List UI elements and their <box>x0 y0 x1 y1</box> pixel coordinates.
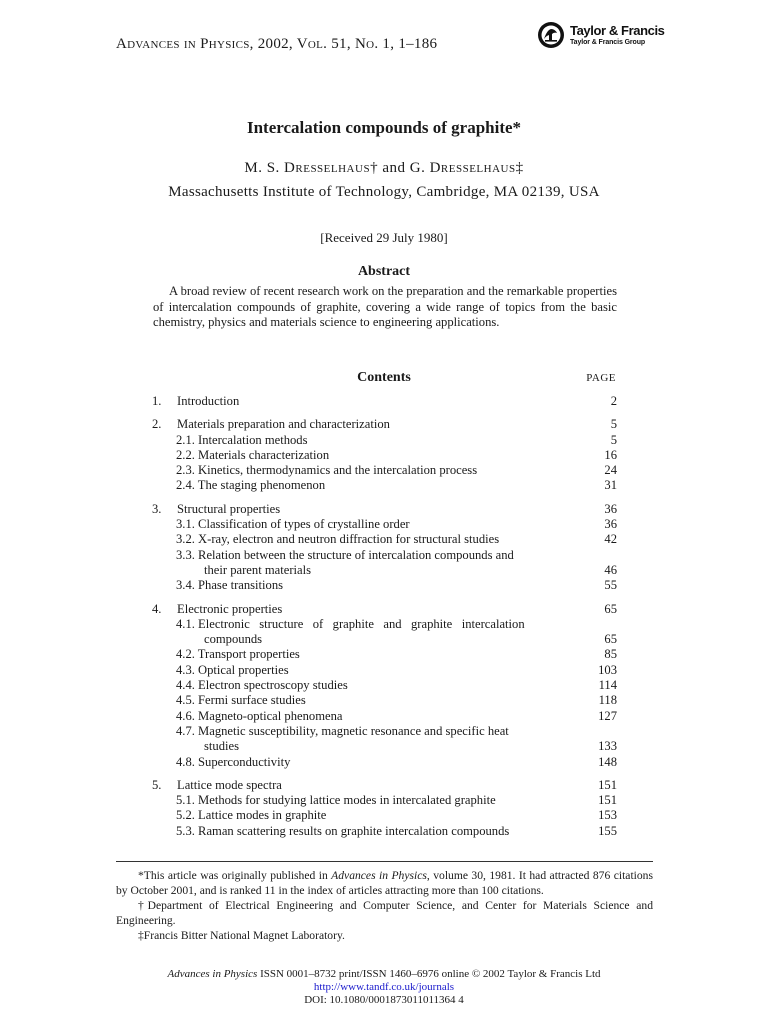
toc-entry-label: 4.7. Magnetic susceptibility, magnetic resonance and specific heat <box>176 723 509 738</box>
toc-entry-page: 127 <box>598 708 617 723</box>
toc-section <box>152 502 617 594</box>
toc-entry <box>152 793 617 808</box>
toc-entry-label: 3.2. X-ray, electron and neutron diffraction for structural studies <box>176 532 500 547</box>
table-of-contents <box>152 394 617 847</box>
footnote-star: *This article was originally published in Advances in Physics, volume 30, 1981. It had attracted 876 citations by October 2001, and is ranked 11 in the index of articles attracting more than 100 citations. <box>116 869 653 897</box>
affiliation: Massachusetts Institute of Technology, Cambridge, MA 02139, USA <box>168 184 600 200</box>
toc-entry <box>152 778 617 793</box>
toc-entry <box>152 663 617 678</box>
toc-entry-page: 2 <box>610 394 617 408</box>
toc-entry-page: 31 <box>604 478 617 493</box>
toc-entry <box>152 693 617 708</box>
toc-entry <box>152 517 617 532</box>
publisher-group: Taylor & Francis Group <box>570 39 646 46</box>
toc-entry <box>152 755 617 770</box>
toc-entry-label: 3.3. Relation between the structure of intercalation compounds and <box>176 547 514 562</box>
toc-entry-label: 2.1. Intercalation methods <box>176 432 308 447</box>
toc-entry-page: 36 <box>604 501 617 516</box>
toc-section <box>152 778 617 839</box>
toc-entry-label: 4.2. Transport properties <box>176 647 300 662</box>
toc-entry <box>152 678 617 693</box>
author-conjunction: and <box>382 160 406 176</box>
toc-entry-label: Introduction <box>177 394 240 408</box>
toc-entry <box>152 478 617 493</box>
toc-entry <box>152 632 617 647</box>
toc-entry-page: 133 <box>598 739 617 754</box>
toc-entry <box>152 548 617 563</box>
toc-entry <box>152 808 617 823</box>
toc-entry-label: 4.3. Optical properties <box>176 662 289 677</box>
journal-running-head: Advances in Physics, 2002, Vol. 51, No. 1, 1–186 <box>116 36 438 52</box>
toc-entry <box>152 647 617 662</box>
toc-entry-label: Structural properties <box>177 501 281 516</box>
toc-entry-page: 55 <box>604 578 617 593</box>
toc-entry-label: their parent materials <box>204 562 311 577</box>
toc-entry <box>152 824 617 839</box>
toc-entry <box>152 709 617 724</box>
abstract-text: A broad review of recent research work on the preparation and the remarkable properties of intercalation compounds of graphite, covering a wide range of topics from the basic chemistry, physics and materials science to engineering applications. <box>153 284 617 329</box>
toc-entry-label: Lattice mode spectra <box>177 777 282 792</box>
toc-entry-number: 1. <box>152 394 162 408</box>
footnote-double-dagger: ‡Francis Bitter National Magnet Laboratory. <box>138 929 345 942</box>
toc-entry-page: 46 <box>604 562 617 577</box>
received-date: [Received 29 July 1980] <box>320 230 448 245</box>
toc-entry <box>152 578 617 593</box>
toc-entry <box>152 617 617 632</box>
author-line <box>0 160 768 177</box>
toc-entry-page: 153 <box>598 808 617 823</box>
toc-entry-page: 42 <box>604 532 617 547</box>
toc-entry-label: 4.5. Fermi surface studies <box>176 693 306 708</box>
toc-entry-label: 5.1. Methods for studying lattice modes in intercalated graphite <box>176 793 496 808</box>
toc-entry-page: 85 <box>604 647 617 662</box>
toc-entry-label: 4.6. Magneto-optical phenomena <box>176 708 343 723</box>
footnotes <box>116 868 653 943</box>
toc-entry-label: Materials preparation and characterization <box>177 417 390 432</box>
contents-heading: Contents <box>357 370 411 385</box>
toc-section <box>152 602 617 770</box>
toc-entry <box>152 394 617 409</box>
toc-entry-page: 65 <box>604 601 617 616</box>
imprint-issn-line: Advances in Physics ISSN 0001–8732 print/ISSN 1460–6976 online © 2002 Taylor & Francis Ltd <box>167 968 601 980</box>
toc-entry <box>152 417 617 432</box>
toc-entry-number: 5. <box>152 777 162 792</box>
toc-entry-label: 2.4. The staging phenomenon <box>176 478 326 493</box>
toc-entry-page: 155 <box>598 823 617 838</box>
toc-entry-page: 148 <box>598 754 617 769</box>
toc-section <box>152 417 617 493</box>
toc-entry-label: studies <box>204 739 239 754</box>
article-title: Intercalation compounds of graphite* <box>246 118 522 137</box>
toc-entry-label: 4.1. Electronic structure of graphite and graphite intercalation <box>176 616 525 631</box>
footnote-dagger: †Department of Electrical Engineering and Computer Science, and Center for Materials Science and Engineering. <box>116 899 653 927</box>
toc-entry-page: 114 <box>598 678 617 693</box>
toc-entry <box>152 433 617 448</box>
toc-entry <box>152 532 617 547</box>
toc-entry <box>152 602 617 617</box>
footnote-rule <box>116 861 653 862</box>
toc-entry-page: 24 <box>604 463 617 478</box>
toc-entry-label: 4.8. Superconductivity <box>176 754 291 769</box>
doi-line: DOI: 10.1080/0001873011011364 4 <box>304 994 464 1006</box>
toc-entry-label: 5.3. Raman scattering results on graphite intercalation compounds <box>176 823 510 838</box>
toc-entry <box>152 463 617 478</box>
toc-entry <box>152 502 617 517</box>
toc-entry-page: 36 <box>604 517 617 532</box>
publisher-logo-icon <box>536 20 566 50</box>
toc-section <box>152 394 617 409</box>
toc-entry-page: 151 <box>598 793 617 808</box>
toc-entry-label: 3.1. Classification of types of crystalline order <box>176 517 410 532</box>
toc-entry <box>152 739 617 754</box>
toc-entry-page: 16 <box>604 447 617 462</box>
toc-entry-number: 2. <box>152 417 162 432</box>
author-2: G. Dresselhaus‡ <box>409 160 524 176</box>
abstract-heading: Abstract <box>357 264 411 279</box>
toc-entry-page: 151 <box>598 777 617 792</box>
toc-entry-label: Electronic properties <box>177 601 283 616</box>
toc-entry-label: 3.4. Phase transitions <box>176 578 284 593</box>
publisher-logo <box>536 20 666 54</box>
toc-entry <box>152 448 617 463</box>
toc-entry-label: compounds <box>204 632 263 647</box>
toc-entry-page: 5 <box>610 432 617 447</box>
toc-entry-label: 5.2. Lattice modes in graphite <box>176 808 327 823</box>
toc-entry-page: 118 <box>598 693 617 708</box>
toc-entry-page: 5 <box>610 417 617 432</box>
toc-entry-number: 4. <box>152 601 162 616</box>
toc-entry-label: 4.4. Electron spectroscopy studies <box>176 678 348 693</box>
toc-entry <box>152 724 617 739</box>
toc-entry-label: 2.2. Materials characterization <box>176 447 330 462</box>
toc-entry <box>152 563 617 578</box>
journal-url-link[interactable]: http://www.tandf.co.uk/journals <box>313 981 455 993</box>
contents-page-label: PAGE <box>586 372 616 384</box>
toc-entry-page: 103 <box>598 662 617 677</box>
toc-entry-label: 2.3. Kinetics, thermodynamics and the intercalation process <box>176 463 478 478</box>
toc-entry-page: 65 <box>604 632 617 647</box>
toc-entry-number: 3. <box>152 501 162 516</box>
publisher-name: Taylor & Francis <box>570 23 665 38</box>
imprint <box>0 968 768 1007</box>
author-1: M. S. Dresselhaus† <box>244 160 379 176</box>
